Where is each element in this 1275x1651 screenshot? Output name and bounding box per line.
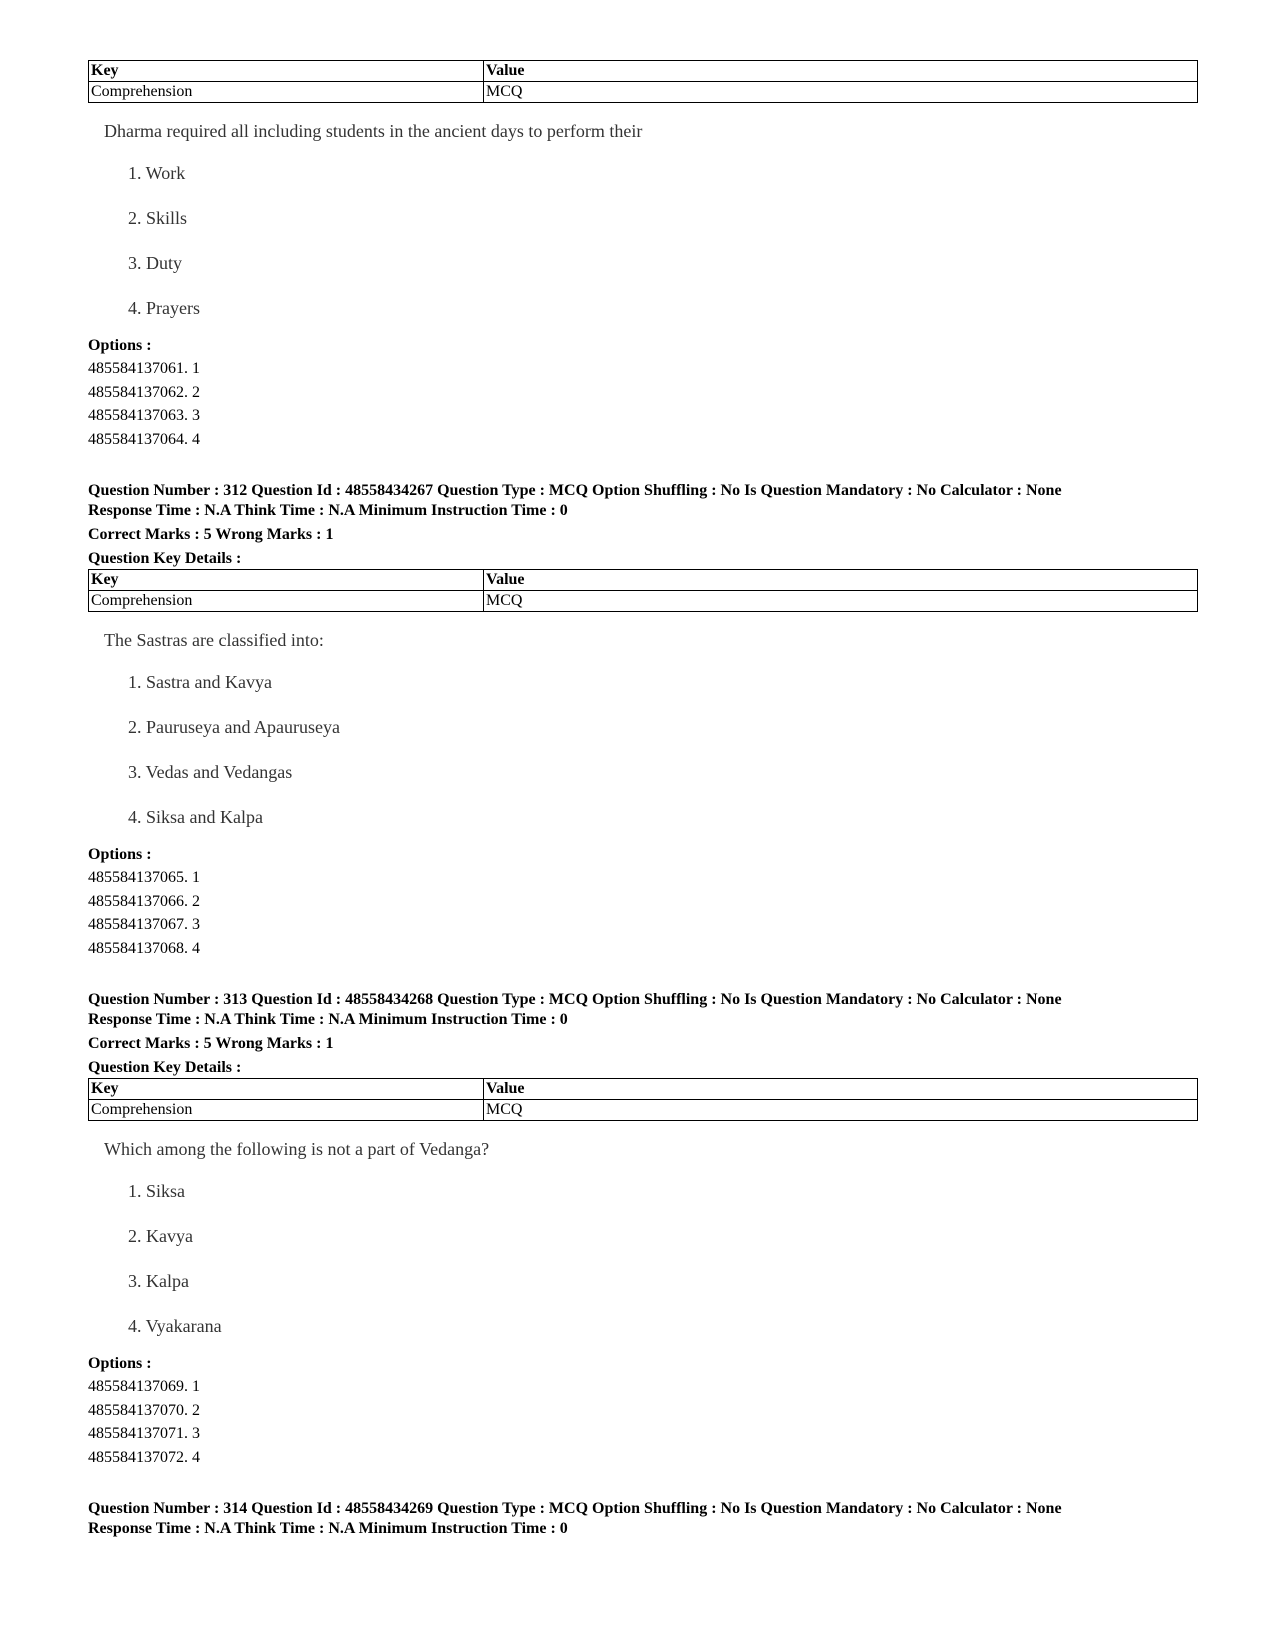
answer-choice: 4. Siksa and Kalpa (128, 807, 263, 827)
key-header: Key (89, 570, 484, 591)
value-header: Value (484, 1079, 1198, 1100)
answer-choice: 1. Sastra and Kavya (128, 672, 272, 692)
question-timing: Response Time : N.A Think Time : N.A Minimum Instruction Time : 0 (88, 1520, 568, 1537)
answer-choice: 1. Siksa (128, 1181, 186, 1201)
answer-choices (128, 670, 1198, 829)
option-id: 485584137070. 2 (88, 1401, 200, 1419)
value-header: Value (484, 570, 1198, 591)
answer-choice: 4. Prayers (128, 298, 200, 318)
question-marks: Correct Marks : 5 Wrong Marks : 1 (88, 526, 334, 543)
option-id: 485584137067. 3 (88, 916, 200, 933)
option-id: 485584137069. 1 (88, 1378, 200, 1395)
options-label: Options : (88, 846, 152, 863)
answer-choice: 3. Duty (128, 253, 182, 273)
answer-choice: 3. Vedas and Vedangas (128, 762, 293, 782)
question-marks: Correct Marks : 5 Wrong Marks : 1 (88, 1035, 334, 1052)
answer-choice: 2. Kavya (128, 1226, 193, 1246)
question-key-table (88, 60, 1198, 103)
question-header: Question Number : 313 Question Id : 48558434268 Question Type : MCQ Option Shuffling : No Is Question Mandatory : No Calculator : None (88, 991, 1062, 1008)
value-cell: MCQ (484, 591, 1198, 612)
option-id: 485584137064. 4 (88, 430, 200, 448)
options-label: Options : (88, 1355, 152, 1372)
question-timing: Response Time : N.A Think Time : N.A Minimum Instruction Time : 0 (88, 502, 568, 519)
answer-choice: 4. Vyakarana (128, 1316, 222, 1336)
option-id: 485584137066. 2 (88, 892, 200, 910)
answer-choice: 3. Kalpa (128, 1271, 189, 1291)
key-cell: Comprehension (89, 1100, 484, 1121)
option-id: 485584137068. 4 (88, 939, 200, 957)
key-details-label: Question Key Details : (88, 550, 242, 567)
option-id: 485584137061. 1 (88, 360, 200, 377)
value-header: Value (484, 61, 1198, 82)
key-header: Key (89, 1079, 484, 1100)
option-id: 485584137063. 3 (88, 407, 200, 424)
key-cell: Comprehension (89, 591, 484, 612)
answer-choices (128, 1179, 1198, 1338)
answer-choices (128, 161, 1198, 320)
options-label: Options : (88, 337, 152, 354)
option-id: 485584137072. 4 (88, 1448, 200, 1466)
question-timing: Response Time : N.A Think Time : N.A Minimum Instruction Time : 0 (88, 1011, 568, 1028)
question-key-table (88, 1078, 1198, 1121)
answer-choice: 2. Pauruseya and Apauruseya (128, 717, 340, 737)
question-header: Question Number : 314 Question Id : 48558434269 Question Type : MCQ Option Shuffling : No Is Question Mandatory : No Calculator : None (88, 1500, 1062, 1517)
value-cell: MCQ (484, 82, 1198, 103)
question-text: The Sastras are classified into: (104, 630, 324, 650)
question-key-table (88, 569, 1198, 612)
key-cell: Comprehension (89, 82, 484, 103)
answer-choice: 1. Work (128, 163, 186, 183)
answer-choice: 2. Skills (128, 208, 188, 228)
key-details-label: Question Key Details : (88, 1059, 242, 1076)
option-id: 485584137065. 1 (88, 869, 200, 886)
value-cell: MCQ (484, 1100, 1198, 1121)
key-header: Key (89, 61, 484, 82)
document-page (88, 60, 1198, 1539)
option-id: 485584137071. 3 (88, 1425, 200, 1442)
question-text: Which among the following is not a part of Vedanga? (104, 1139, 490, 1159)
option-id: 485584137062. 2 (88, 383, 200, 401)
question-header: Question Number : 312 Question Id : 48558434267 Question Type : MCQ Option Shuffling : No Is Question Mandatory : No Calculator : None (88, 482, 1062, 499)
question-text: Dharma required all including students in the ancient days to perform their (104, 121, 643, 141)
